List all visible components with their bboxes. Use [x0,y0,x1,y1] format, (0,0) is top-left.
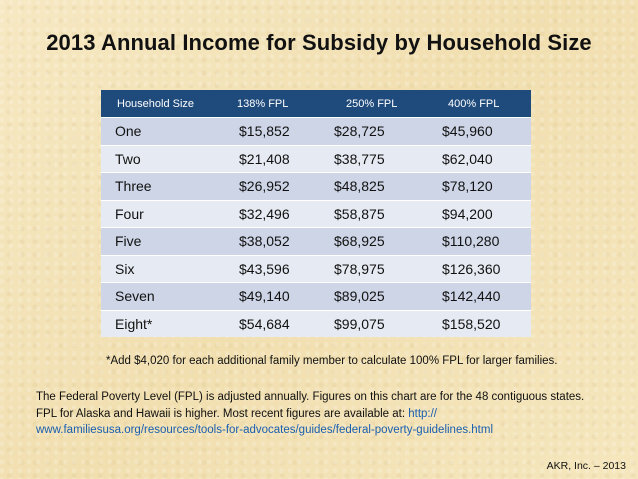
table-cell: $26,952 [211,173,316,201]
table-row [101,283,531,311]
table-cell: $126,360 [424,255,531,283]
table-cell: $21,408 [211,145,316,173]
column-header: 400% FPL [424,90,531,118]
table-row [101,145,531,173]
table-cell: $58,875 [316,200,424,228]
credit-text: AKR, Inc. – 2013 [546,460,626,472]
table-cell: $54,684 [211,310,316,337]
table-cell: Three [101,173,211,201]
table-cell: $99,075 [316,310,424,337]
footnote: *Add $4,020 for each additional family member to calculate 100% FPL for larger families. [106,355,558,367]
table-cell: $158,520 [424,310,531,337]
table-cell: $78,120 [424,173,531,201]
table-cell: $38,052 [211,228,316,256]
table-cell: Seven [101,283,211,311]
table-cell: $94,200 [424,200,531,228]
table-cell: $110,280 [424,228,531,256]
table-cell: Five [101,228,211,256]
column-header: 138% FPL [211,90,316,118]
table-row [101,255,531,283]
fpl-info-text [36,389,626,439]
table-cell: $142,440 [424,283,531,311]
info-line-2 [36,406,626,423]
column-header: 250% FPL [316,90,424,118]
info-line-2-text: FPL for Alaska and Hawaii is higher. Most recent figures are available at: [36,407,409,420]
source-link-part-2[interactable]: www.familiesusa.org/resources/tools-for-advocates/guides/federal-poverty-guidelines.html [36,424,494,436]
table-cell: $38,775 [316,145,424,173]
table-row [101,173,531,201]
table-row [101,118,531,146]
table-cell: Two [101,145,211,173]
table-header-row [101,90,531,118]
table-cell: $28,725 [316,118,424,146]
info-line-1: The Federal Poverty Level (FPL) is adjusted annually. Figures on this chart are for the 48 contiguous states. [36,391,585,403]
source-link-part-1[interactable]: http:// [408,407,438,420]
table-cell: Eight* [101,310,211,337]
table-row [101,200,531,228]
table-cell: One [101,118,211,146]
income-table [101,90,531,337]
table-cell: $15,852 [211,118,316,146]
table-cell: $48,825 [316,173,424,201]
table-row [101,228,531,256]
table-cell: Six [101,255,211,283]
table-cell: $43,596 [211,255,316,283]
table-cell: Four [101,200,211,228]
table-cell: $89,025 [316,283,424,311]
table-cell: $49,140 [211,283,316,311]
table-cell: $78,975 [316,255,424,283]
table-cell: $32,496 [211,200,316,228]
table-cell: $68,925 [316,228,424,256]
page-title: 2013 Annual Income for Subsidy by Household Size [46,30,592,55]
column-header: Household Size [101,90,211,118]
table-cell: $45,960 [424,118,531,146]
table-cell: $62,040 [424,145,531,173]
table-row [101,310,531,337]
